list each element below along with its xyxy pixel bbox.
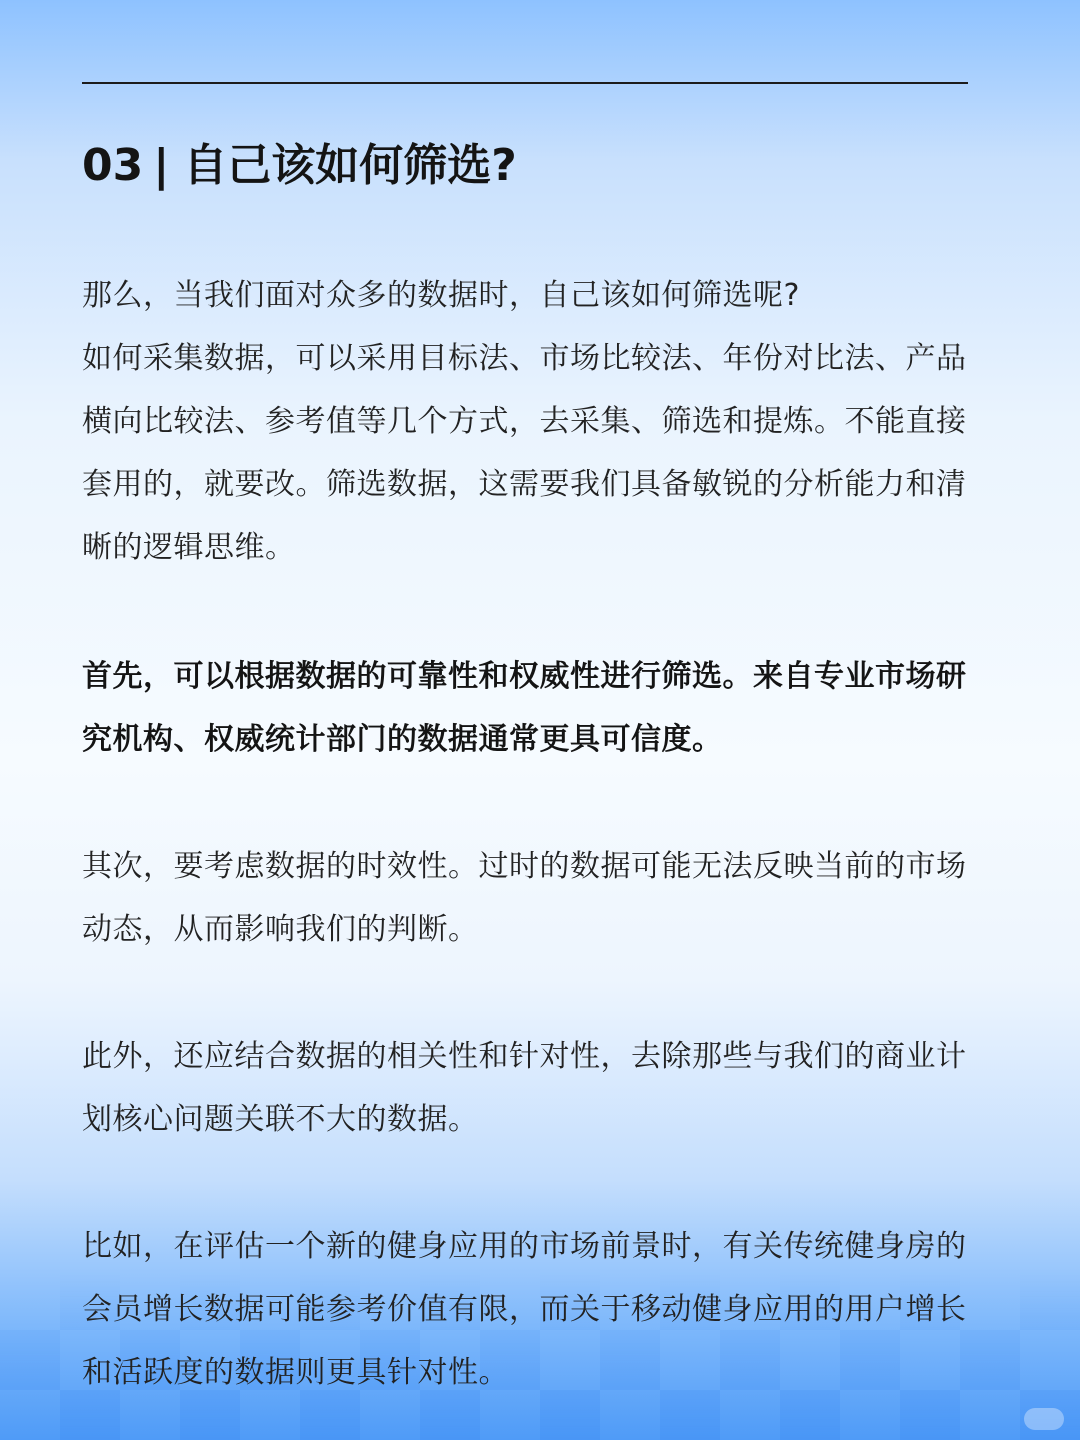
- section-title: 自己该如何筛选?: [183, 140, 517, 191]
- paragraph-collection-methods: 如何采集数据，可以采用目标法、市场比较法、年份对比法、产品横向比较法、参考值等几个方式，去采集、筛选和提炼。不能直接套用的，就要改。筛选数据，这需要我们具备敏锐的分析能力和清晰的逻辑思维。: [82, 341, 967, 565]
- section-separator: |: [153, 140, 170, 191]
- top-divider: [82, 82, 968, 84]
- watermark-badge: [1024, 1408, 1064, 1430]
- paragraph-example: 比如，在评估一个新的健身应用的市场前景时，有关传统健身房的会员增长数据可能参考价值有限，而关于移动健身应用的用户增长和活跃度的数据则更具针对性。: [82, 1229, 967, 1390]
- paragraph-timeliness: 其次，要考虑数据的时效性。过时的数据可能无法反映当前的市场动态，从而影响我们的判断。: [82, 849, 967, 947]
- paragraph-reliability: 首先，可以根据数据的可靠性和权威性进行筛选。来自专业市场研究机构、权威统计部门的数据通常更具可信度。: [82, 659, 967, 757]
- section-heading: [82, 136, 517, 196]
- paragraph-relevance: 此外，还应结合数据的相关性和针对性，去除那些与我们的商业计划核心问题关联不大的数据。: [82, 1039, 967, 1137]
- paragraph-intro-question: 那么，当我们面对众多的数据时，自己该如何筛选呢?: [82, 278, 800, 313]
- section-number: 03: [82, 140, 144, 191]
